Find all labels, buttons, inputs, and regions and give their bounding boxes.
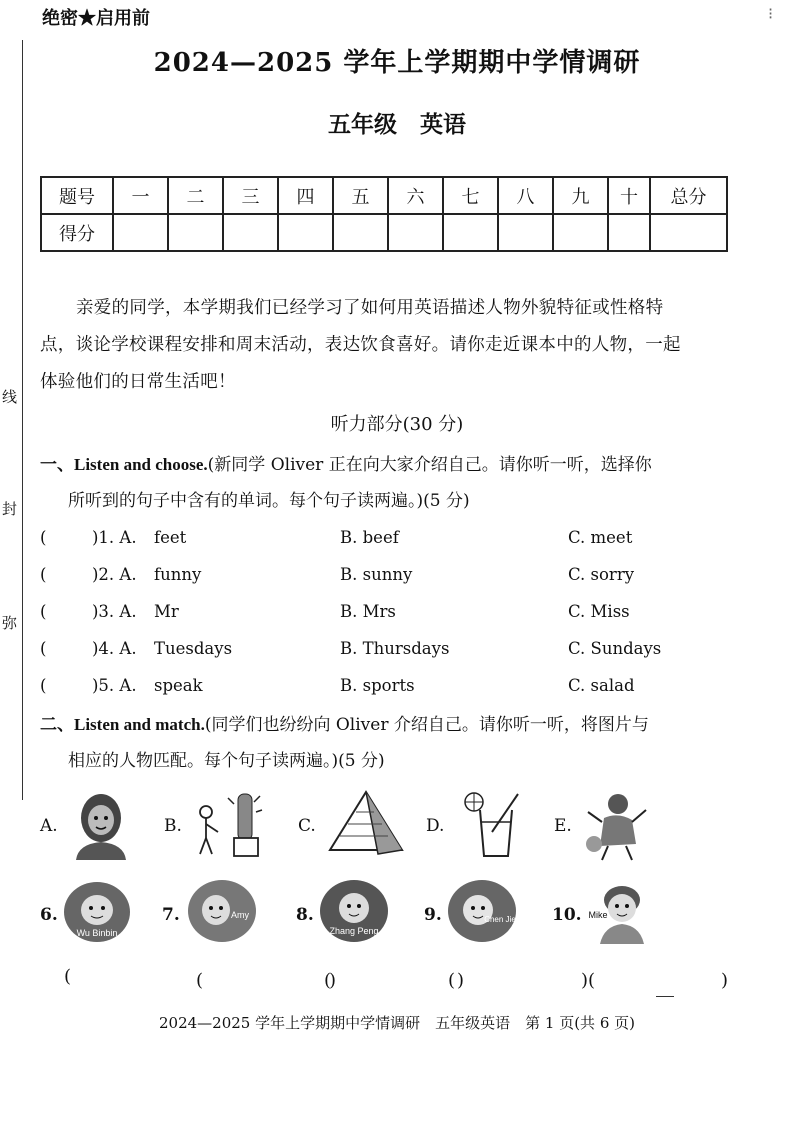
score-input-cell[interactable] (168, 214, 223, 251)
match-answer-paren[interactable]: ( ) (588, 970, 759, 991)
q1-item (40, 528, 760, 558)
score-cell: 九 (553, 177, 608, 214)
corner-mark: ⁝ (768, 4, 774, 23)
option-a: Mr (154, 602, 179, 621)
person-number: 7. (162, 905, 180, 925)
page-subtitle: 五年级 英语 (328, 111, 466, 138)
mike-avatar (584, 878, 652, 944)
listening-section-title: 听力部分(30 分) (330, 414, 464, 435)
person-number: 8. (296, 905, 314, 925)
score-input-cell[interactable] (553, 214, 608, 251)
option-b: B. Mrs (340, 602, 396, 621)
option-b: B. Thursdays (340, 639, 450, 658)
picture-label: A. (40, 816, 58, 836)
person-number: 10. (552, 905, 582, 925)
score-input-cell[interactable] (388, 214, 443, 251)
person-name: Amy (231, 910, 249, 920)
item-number: )5. A. (92, 676, 137, 695)
question-1-instruction: (新同学 Oliver 正在向大家介绍自己。请你听一听，选择你 (207, 455, 652, 475)
option-c: C. sorry (568, 565, 635, 584)
q1-item (40, 602, 760, 632)
item-number: )2. A. (92, 565, 137, 584)
score-input-cell[interactable] (333, 214, 388, 251)
option-c: C. Miss (568, 602, 630, 621)
item-number: )1. A. (92, 528, 137, 547)
girl-portrait-icon (70, 788, 132, 860)
score-input-cell[interactable] (113, 214, 168, 251)
picture-label: E. (554, 816, 572, 836)
footer-rule (656, 996, 674, 997)
score-input-cell[interactable] (223, 214, 278, 251)
child-dancing-icon (580, 788, 650, 862)
option-b: B. sports (340, 676, 415, 695)
option-c: C. Sundays (568, 639, 662, 658)
binding-label-line: 线 (2, 388, 18, 406)
match-answer-paren[interactable]: ( (64, 966, 102, 987)
question-1-title: 一、Listen and choose. (40, 455, 208, 474)
q1-item (40, 676, 760, 706)
score-cell: 八 (498, 177, 553, 214)
question-1-instruction-cont: 所听到的句子中含有的单词。每个句子读两遍。)(5 分) (68, 491, 470, 511)
q1-item (40, 639, 760, 669)
person-name: Mike (588, 910, 608, 920)
option-a: feet (154, 528, 187, 547)
score-cell: 六 (388, 177, 443, 214)
intro-line-2: 点，谈论学校课程安排和周末活动，表达饮食喜好。请你走近课本中的人物，一起 (40, 335, 681, 355)
intro-line-3: 体验他们的日常生活吧！ (40, 372, 236, 392)
juice-glass-icon (462, 788, 522, 860)
question-2-title: 二、Listen and match. (40, 715, 205, 734)
intro-line-1: 亲爱的同学，本学期我们已经学习了如何用英语描述人物外貌特征或性格特 (76, 298, 664, 318)
binding-label-seal: 封 (2, 500, 18, 518)
score-cell: 题号 (41, 177, 113, 214)
score-cell: 二 (168, 177, 223, 214)
person-number: 6. (40, 905, 58, 925)
person-name: Chen Jie (484, 915, 516, 924)
score-cell: 四 (278, 177, 333, 214)
option-b: B. sunny (340, 565, 413, 584)
binding-label-close: 弥 (2, 614, 18, 632)
question-2-heading (40, 706, 745, 744)
option-c: C. salad (568, 676, 635, 695)
sandwich-icon (326, 788, 406, 858)
option-b: B. beef (340, 528, 399, 547)
score-input-cell[interactable] (443, 214, 498, 251)
answer-paren[interactable]: ( (40, 528, 47, 547)
person-number: 9. (424, 905, 442, 925)
item-number: )3. A. (92, 602, 137, 621)
match-answer-paren[interactable]: ( ) (448, 970, 619, 991)
option-a: speak (154, 676, 203, 695)
answer-paren[interactable]: ( (40, 602, 47, 621)
score-table-score-row (41, 214, 727, 251)
question-2-instruction-cont: 相应的人物匹配。每个句子读两遍。)(5 分) (68, 751, 385, 771)
picture-label: B. (164, 816, 182, 836)
score-cell: 五 (333, 177, 388, 214)
amy-avatar (186, 878, 258, 944)
question-1-heading (40, 446, 745, 484)
page-footer: 2024—2025 学年上学期期中学情调研 五年级英语 第 1 页(共 6 页) (159, 1014, 635, 1032)
score-table-header-row (41, 177, 727, 214)
score-cell: 一 (113, 177, 168, 214)
question-2-instruction: (同学们也纷纷向 Oliver 介绍自己。请你听一听，将图片与 (204, 715, 649, 735)
score-input-cell[interactable] (278, 214, 333, 251)
score-cell: 三 (223, 177, 278, 214)
match-answer-paren[interactable]: ( ) (324, 970, 495, 991)
person-name: Zhang Peng (329, 926, 379, 936)
option-a: funny (154, 565, 202, 584)
answer-paren[interactable]: ( (40, 565, 47, 584)
score-input-cell[interactable] (650, 214, 727, 251)
person-name: Wu Binbin (76, 928, 118, 938)
confidential-mark: 绝密★启用前 (42, 8, 150, 29)
chen-jie-avatar (446, 878, 518, 944)
wu-binbin-avatar (62, 880, 132, 944)
answer-paren[interactable]: ( (40, 639, 47, 658)
score-cell: 总分 (650, 177, 727, 214)
answer-paren[interactable]: ( (40, 676, 47, 695)
score-input-cell[interactable] (608, 214, 650, 251)
match-answer-paren[interactable]: ( ) (196, 970, 367, 991)
score-cell: 七 (443, 177, 498, 214)
score-cell: 十 (608, 177, 650, 214)
picture-label: D. (426, 816, 445, 836)
zhang-peng-avatar (318, 878, 390, 944)
option-a: Tuesdays (154, 639, 233, 658)
q1-item (40, 565, 760, 595)
girl-and-cactus-icon (190, 788, 270, 860)
page-title: 2024—2025 学年上学期期中学情调研 (153, 48, 641, 78)
item-number: )4. A. (92, 639, 137, 658)
picture-label: C. (298, 816, 316, 836)
option-c: C. meet (568, 528, 633, 547)
score-row-label: 得分 (41, 214, 113, 251)
score-input-cell[interactable] (498, 214, 553, 251)
score-table (40, 176, 728, 252)
